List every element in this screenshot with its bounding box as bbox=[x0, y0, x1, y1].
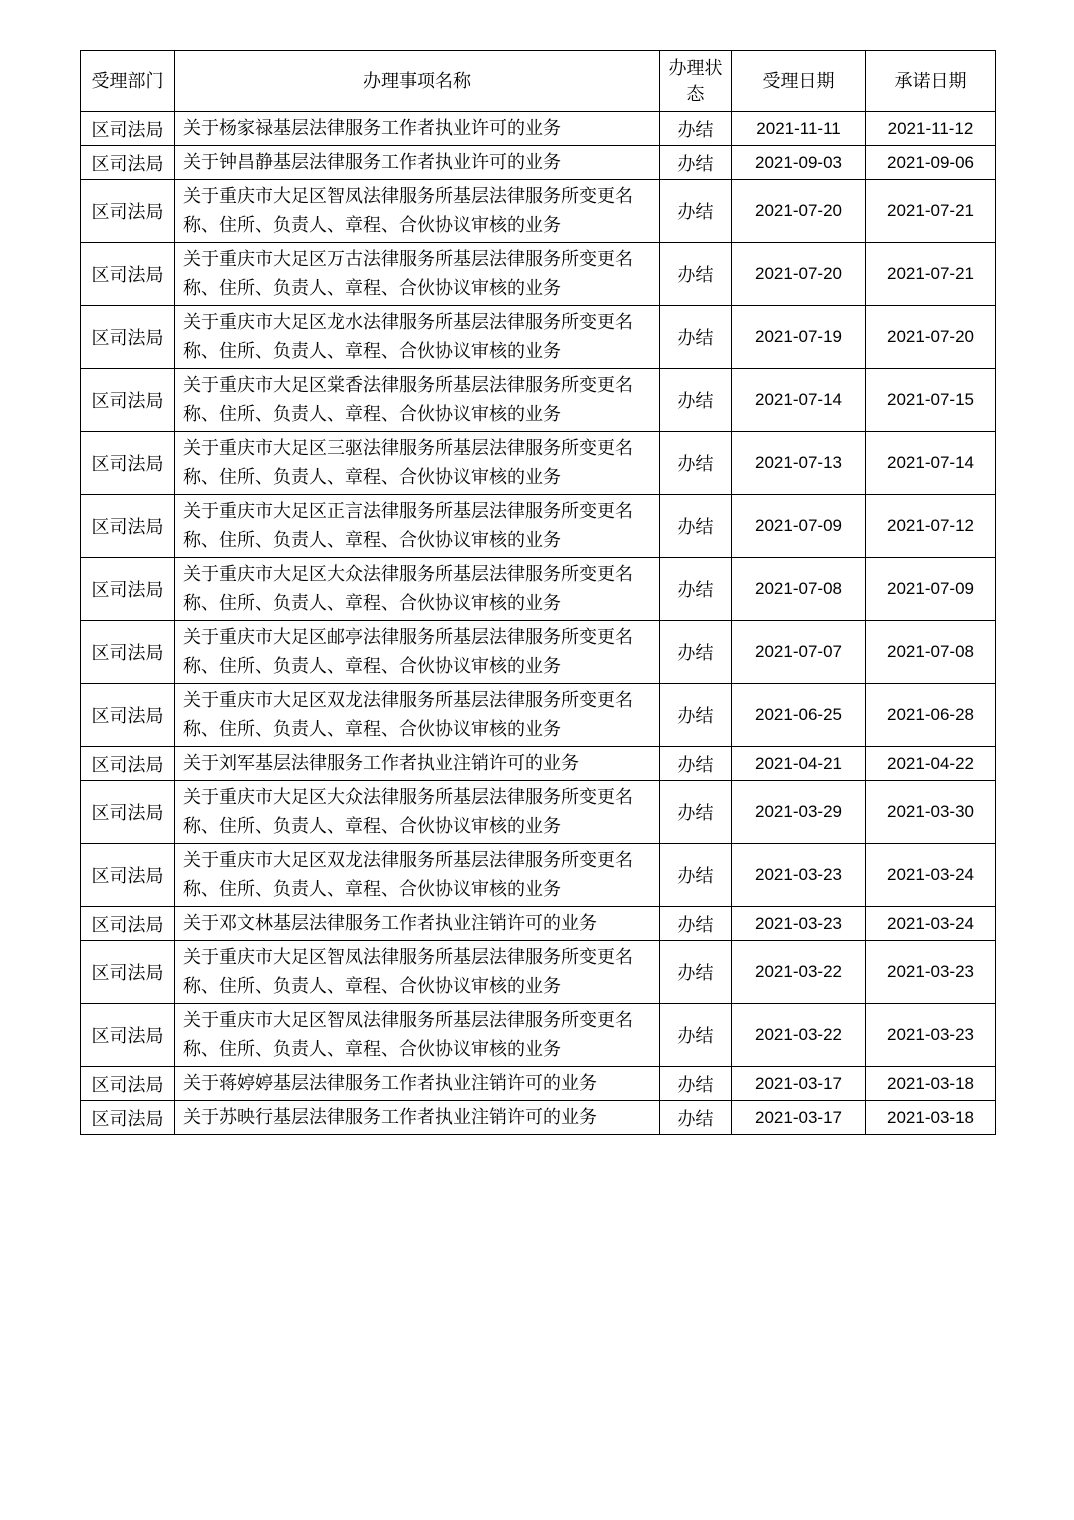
accept-date-cell: 2021-06-25 bbox=[732, 684, 866, 747]
table-row bbox=[81, 941, 996, 1004]
matter-cell: 关于重庆市大足区邮亭法律服务所基层法律服务所变更名称、住所、负责人、章程、合伙协议审核的业务 bbox=[175, 621, 660, 684]
dept-cell: 区司法局 bbox=[81, 621, 175, 684]
dept-cell: 区司法局 bbox=[81, 432, 175, 495]
promise-date-cell: 2021-07-14 bbox=[866, 432, 996, 495]
table-row bbox=[81, 621, 996, 684]
dept-cell: 区司法局 bbox=[81, 844, 175, 907]
promise-date-cell: 2021-07-20 bbox=[866, 306, 996, 369]
matter-cell: 关于苏映行基层法律服务工作者执业注销许可的业务 bbox=[175, 1101, 660, 1135]
matter-cell: 关于重庆市大足区智凤法律服务所基层法律服务所变更名称、住所、负责人、章程、合伙协议审核的业务 bbox=[175, 1004, 660, 1067]
accept-date-cell: 2021-03-23 bbox=[732, 844, 866, 907]
matter-cell: 关于蒋婷婷基层法律服务工作者执业注销许可的业务 bbox=[175, 1067, 660, 1101]
matter-cell: 关于重庆市大足区棠香法律服务所基层法律服务所变更名称、住所、负责人、章程、合伙协议审核的业务 bbox=[175, 369, 660, 432]
dept-cell: 区司法局 bbox=[81, 112, 175, 146]
promise-date-cell: 2021-03-23 bbox=[866, 1004, 996, 1067]
status-cell: 办结 bbox=[660, 1101, 732, 1135]
matter-cell: 关于重庆市大足区三驱法律服务所基层法律服务所变更名称、住所、负责人、章程、合伙协议审核的业务 bbox=[175, 432, 660, 495]
promise-date-cell: 2021-04-22 bbox=[866, 747, 996, 781]
accept-date-cell: 2021-07-08 bbox=[732, 558, 866, 621]
status-cell: 办结 bbox=[660, 495, 732, 558]
status-cell: 办结 bbox=[660, 306, 732, 369]
dept-cell: 区司法局 bbox=[81, 180, 175, 243]
status-cell: 办结 bbox=[660, 941, 732, 1004]
matter-cell: 关于重庆市大足区正言法律服务所基层法律服务所变更名称、住所、负责人、章程、合伙协议审核的业务 bbox=[175, 495, 660, 558]
matter-cell: 关于重庆市大足区智凤法律服务所基层法律服务所变更名称、住所、负责人、章程、合伙协议审核的业务 bbox=[175, 180, 660, 243]
status-cell: 办结 bbox=[660, 1004, 732, 1067]
matter-cell: 关于重庆市大足区大众法律服务所基层法律服务所变更名称、住所、负责人、章程、合伙协议审核的业务 bbox=[175, 558, 660, 621]
dept-cell: 区司法局 bbox=[81, 781, 175, 844]
matter-cell: 关于重庆市大足区智凤法律服务所基层法律服务所变更名称、住所、负责人、章程、合伙协议审核的业务 bbox=[175, 941, 660, 1004]
header-promise-date: 承诺日期 bbox=[866, 51, 996, 112]
table-row bbox=[81, 243, 996, 306]
matter-cell: 关于杨家禄基层法律服务工作者执业许可的业务 bbox=[175, 112, 660, 146]
accept-date-cell: 2021-03-22 bbox=[732, 1004, 866, 1067]
status-cell: 办结 bbox=[660, 907, 732, 941]
dept-cell: 区司法局 bbox=[81, 146, 175, 180]
matter-cell: 关于重庆市大足区万古法律服务所基层法律服务所变更名称、住所、负责人、章程、合伙协议审核的业务 bbox=[175, 243, 660, 306]
accept-date-cell: 2021-03-17 bbox=[732, 1101, 866, 1135]
document-table bbox=[80, 50, 996, 1135]
status-cell: 办结 bbox=[660, 781, 732, 844]
promise-date-cell: 2021-03-24 bbox=[866, 907, 996, 941]
dept-cell: 区司法局 bbox=[81, 1004, 175, 1067]
accept-date-cell: 2021-07-07 bbox=[732, 621, 866, 684]
table-row bbox=[81, 112, 996, 146]
promise-date-cell: 2021-07-12 bbox=[866, 495, 996, 558]
dept-cell: 区司法局 bbox=[81, 306, 175, 369]
accept-date-cell: 2021-03-29 bbox=[732, 781, 866, 844]
accept-date-cell: 2021-04-21 bbox=[732, 747, 866, 781]
accept-date-cell: 2021-07-20 bbox=[732, 243, 866, 306]
promise-date-cell: 2021-07-08 bbox=[866, 621, 996, 684]
header-accept-date: 受理日期 bbox=[732, 51, 866, 112]
promise-date-cell: 2021-07-09 bbox=[866, 558, 996, 621]
accept-date-cell: 2021-07-20 bbox=[732, 180, 866, 243]
dept-cell: 区司法局 bbox=[81, 1101, 175, 1135]
matter-cell: 关于重庆市大足区双龙法律服务所基层法律服务所变更名称、住所、负责人、章程、合伙协议审核的业务 bbox=[175, 844, 660, 907]
accept-date-cell: 2021-03-17 bbox=[732, 1067, 866, 1101]
promise-date-cell: 2021-03-18 bbox=[866, 1101, 996, 1135]
table-row bbox=[81, 684, 996, 747]
table-row bbox=[81, 1101, 996, 1135]
accept-date-cell: 2021-11-11 bbox=[732, 112, 866, 146]
promise-date-cell: 2021-07-21 bbox=[866, 243, 996, 306]
table-row bbox=[81, 495, 996, 558]
status-cell: 办结 bbox=[660, 432, 732, 495]
table-row bbox=[81, 907, 996, 941]
status-cell: 办结 bbox=[660, 844, 732, 907]
status-cell: 办结 bbox=[660, 684, 732, 747]
status-cell: 办结 bbox=[660, 558, 732, 621]
status-cell: 办结 bbox=[660, 1067, 732, 1101]
dept-cell: 区司法局 bbox=[81, 747, 175, 781]
promise-date-cell: 2021-03-18 bbox=[866, 1067, 996, 1101]
dept-cell: 区司法局 bbox=[81, 369, 175, 432]
header-matter: 办理事项名称 bbox=[175, 51, 660, 112]
accept-date-cell: 2021-07-13 bbox=[732, 432, 866, 495]
matter-cell: 关于钟昌静基层法律服务工作者执业许可的业务 bbox=[175, 146, 660, 180]
table-row bbox=[81, 558, 996, 621]
promise-date-cell: 2021-07-21 bbox=[866, 180, 996, 243]
accept-date-cell: 2021-03-22 bbox=[732, 941, 866, 1004]
promise-date-cell: 2021-06-28 bbox=[866, 684, 996, 747]
matter-cell: 关于邓文林基层法律服务工作者执业注销许可的业务 bbox=[175, 907, 660, 941]
accept-date-cell: 2021-03-23 bbox=[732, 907, 866, 941]
table-row bbox=[81, 1067, 996, 1101]
table-row bbox=[81, 747, 996, 781]
accept-date-cell: 2021-07-14 bbox=[732, 369, 866, 432]
dept-cell: 区司法局 bbox=[81, 1067, 175, 1101]
dept-cell: 区司法局 bbox=[81, 941, 175, 1004]
promise-date-cell: 2021-03-30 bbox=[866, 781, 996, 844]
status-cell: 办结 bbox=[660, 180, 732, 243]
accept-date-cell: 2021-07-09 bbox=[732, 495, 866, 558]
promise-date-cell: 2021-11-12 bbox=[866, 112, 996, 146]
table-row bbox=[81, 1004, 996, 1067]
status-cell: 办结 bbox=[660, 747, 732, 781]
table-row bbox=[81, 146, 996, 180]
matter-cell: 关于刘军基层法律服务工作者执业注销许可的业务 bbox=[175, 747, 660, 781]
table-row bbox=[81, 306, 996, 369]
status-cell: 办结 bbox=[660, 621, 732, 684]
accept-date-cell: 2021-07-19 bbox=[732, 306, 866, 369]
promise-date-cell: 2021-03-24 bbox=[866, 844, 996, 907]
dept-cell: 区司法局 bbox=[81, 907, 175, 941]
status-cell: 办结 bbox=[660, 146, 732, 180]
dept-cell: 区司法局 bbox=[81, 243, 175, 306]
header-dept: 受理部门 bbox=[81, 51, 175, 112]
header-row bbox=[81, 51, 996, 112]
header-status: 办理状态 bbox=[660, 51, 732, 112]
promise-date-cell: 2021-03-23 bbox=[866, 941, 996, 1004]
table-row bbox=[81, 432, 996, 495]
table-row bbox=[81, 844, 996, 907]
status-cell: 办结 bbox=[660, 112, 732, 146]
status-cell: 办结 bbox=[660, 369, 732, 432]
status-cell: 办结 bbox=[660, 243, 732, 306]
dept-cell: 区司法局 bbox=[81, 684, 175, 747]
promise-date-cell: 2021-09-06 bbox=[866, 146, 996, 180]
table-row bbox=[81, 369, 996, 432]
dept-cell: 区司法局 bbox=[81, 495, 175, 558]
table-row bbox=[81, 781, 996, 844]
promise-date-cell: 2021-07-15 bbox=[866, 369, 996, 432]
accept-date-cell: 2021-09-03 bbox=[732, 146, 866, 180]
matter-cell: 关于重庆市大足区双龙法律服务所基层法律服务所变更名称、住所、负责人、章程、合伙协议审核的业务 bbox=[175, 684, 660, 747]
matter-cell: 关于重庆市大足区龙水法律服务所基层法律服务所变更名称、住所、负责人、章程、合伙协议审核的业务 bbox=[175, 306, 660, 369]
matter-cell: 关于重庆市大足区大众法律服务所基层法律服务所变更名称、住所、负责人、章程、合伙协议审核的业务 bbox=[175, 781, 660, 844]
dept-cell: 区司法局 bbox=[81, 558, 175, 621]
table-row bbox=[81, 180, 996, 243]
